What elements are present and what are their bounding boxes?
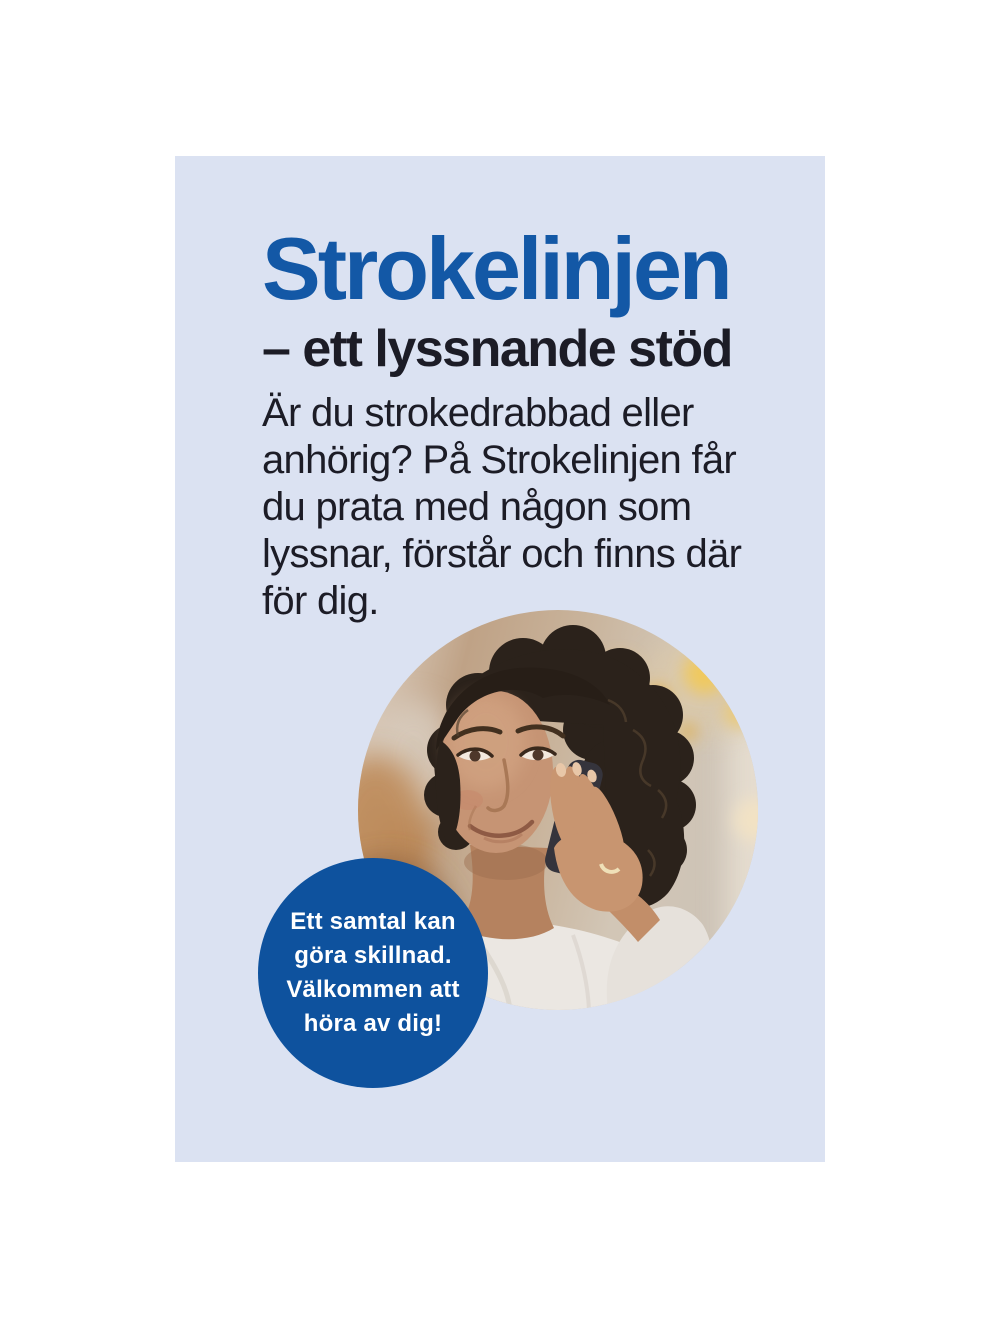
call-to-action-text [286, 905, 459, 1041]
intro-line: du prata med någon som [262, 485, 692, 529]
intro-line: Är du strokedrabbad eller [262, 391, 694, 435]
badge-line: Ett samtal kan [290, 908, 456, 935]
page-title: Strokelinjen [262, 219, 730, 318]
badge-line: Välkommen att [286, 976, 460, 1003]
intro-line: för dig. [262, 579, 379, 623]
flyer-card [175, 156, 825, 1162]
badge-line: göra skillnad. [294, 942, 452, 969]
call-to-action-badge [258, 858, 488, 1088]
intro-line: lyssnar, förstår och finns där [262, 532, 742, 576]
page-subtitle: – ett lyssnande stöd [262, 320, 732, 378]
intro-line: anhörig? På Strokelinjen får [262, 438, 737, 482]
intro-paragraph [262, 390, 741, 625]
badge-line: höra av dig! [303, 1010, 443, 1037]
